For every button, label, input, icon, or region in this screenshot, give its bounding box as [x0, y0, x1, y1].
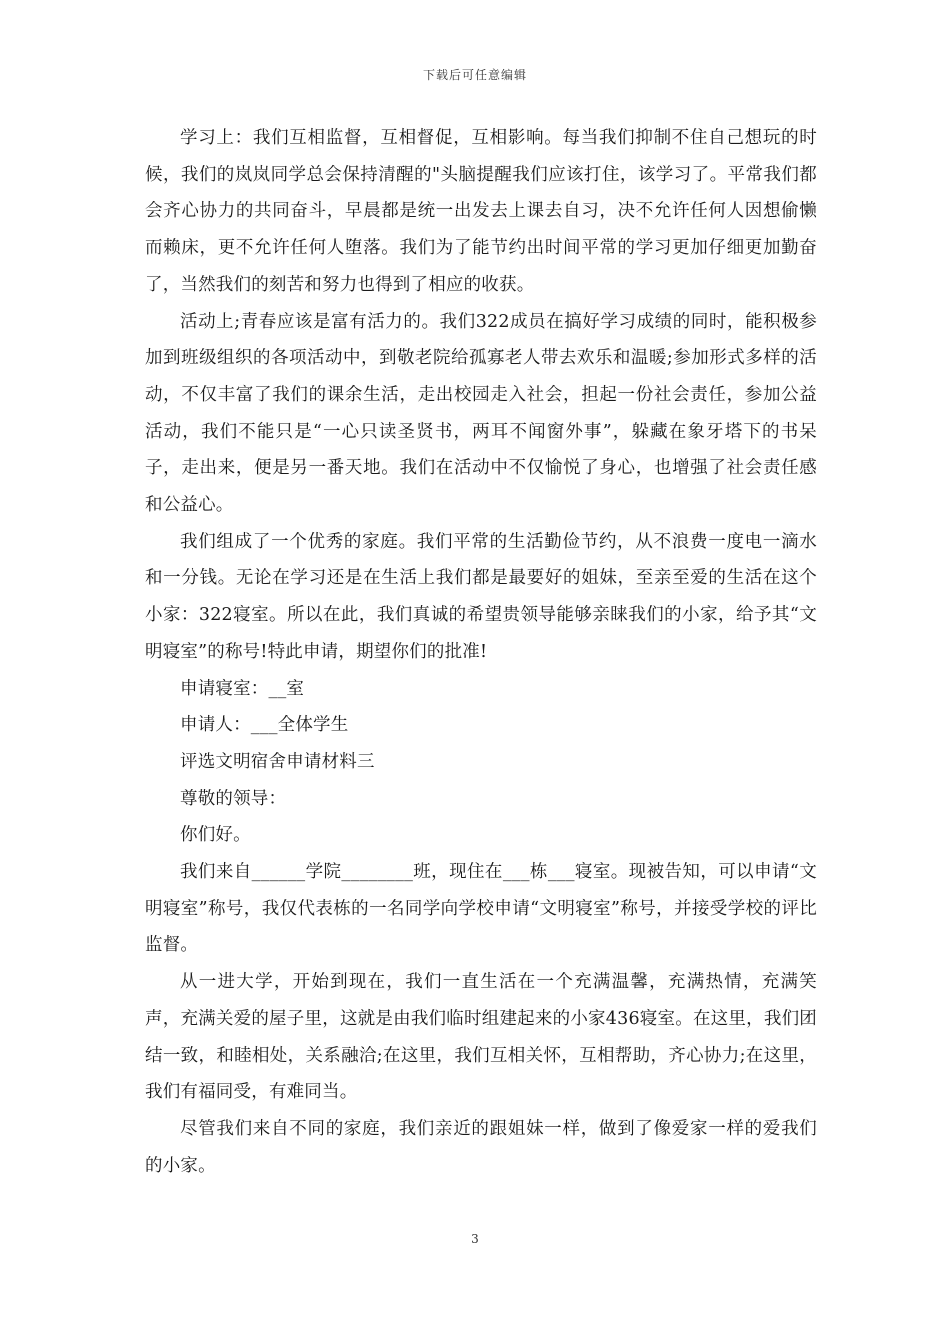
- paragraph-activities: 活动上;青春应该是富有活力的。我们322成员在搞好学习成绩的同时，能积极参加到班级组织的各项活动中，到敬老院给孤寡老人带去欢乐和温暖;参加形式多样的活动，不仅丰富了我们的课余生活，走出校园走入社会，担起一份社会责任，参加公益活动，我们不能只是“一心只读圣贤书，两耳不闻窗外事”，躲藏在象牙塔下的书呆子，走出来，便是另一番天地。我们在活动中不仅愉悦了身心，也增强了社会责任感和公益心。: [145, 311, 817, 516]
- paragraph-introduction: 我们来自______学院________班，现住在___栋___寝室。现被告知，可以申请“文明寝室”称号，我仅代表栋的一名同学向学校申请“文明寝室”称号，并接受学校的评比监督。: [145, 862, 817, 956]
- page-header: 下载后可任意编辑: [422, 68, 527, 82]
- paragraph-dorm-life: 从一进大学，开始到现在，我们一直生活在一个充满温馨，充满热情，充满笑声，充满关爱的屋子里，这就是由我们临时组建起来的小家436寝室。在这里，我们团结一致，和睦相处，关系融洽;在这里，我们互相关怀，互相帮助，齐心协力;在这里，我们有福同受，有难同当。: [145, 972, 817, 1103]
- document-body: [145, 120, 817, 1184]
- page-number: 3: [471, 1232, 479, 1246]
- applicant-line: 申请人：___全体学生: [180, 715, 349, 736]
- salutation: 尊敬的领导：: [180, 788, 287, 809]
- paragraph-family: 我们组成了一个优秀的家庭。我们平常的生活勤俭节约，从不浪费一度电一滴水和一分钱。无论在学习还是在生活上我们都是最要好的姐妹，至亲至爱的生活在这个小家：322寝室。所以在此，我们真诚的希望贵领导能够亲睐我们的小家，给予其“文明寝室”的称号!特此申请，期望你们的批准!: [145, 531, 817, 662]
- section-title: 评选文明宿舍申请材料三: [180, 751, 375, 772]
- greeting: 你们好。: [180, 825, 251, 846]
- applicant-room-line: 申请寝室：__室: [180, 678, 305, 699]
- paragraph-closing: 尽管我们来自不同的家庭，我们亲近的跟姐妹一样，做到了像爱家一样的爱我们的小家。: [145, 1118, 817, 1176]
- paragraph-study: 学习上：我们互相监督，互相督促，互相影响。每当我们抑制不住自己想玩的时候，我们的岚岚同学总会保持清醒的"头脑提醒我们应该打住，该学习了。平常我们都会齐心协力的共同奋斗，早晨都是统一出发去上课去自习，决不允许任何人因想偷懒而赖床，更不允许任何人堕落。我们为了能节约出时间平常的学习更加仔细更加勤奋了，当然我们的刻苦和努力也得到了相应的收获。: [145, 128, 817, 295]
